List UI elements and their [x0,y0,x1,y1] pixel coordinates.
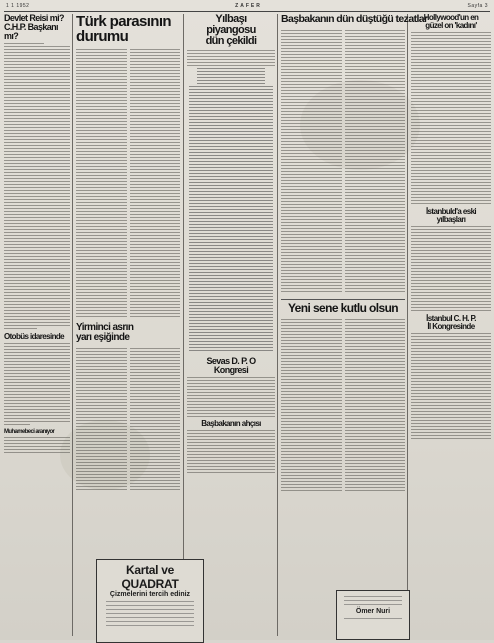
headline-guzel-kadin: güzel on 'kadını' [425,21,477,30]
headline-yari-esiginde: yarı eşiğinde [76,332,130,343]
ad-title: Kartal ve QUADRAT [121,563,179,591]
small-ad-name: Ömer Nuri [355,608,391,615]
headline-yeni-sene: Yeni sene kutlu olsun [287,300,399,315]
article-text [4,43,70,329]
headline-istanbul-chp: İstanbul C. H. P. [426,314,476,323]
headline-il-kongresinde: İl Kongresinde [427,322,475,331]
article-text [187,50,275,66]
headline-istanbulda-eski: İstanbuld'a eski [425,207,477,216]
headline-piyangosu: piyangosu [206,24,256,36]
ad-subtitle: Çizmelerini tercih ediniz [109,591,191,598]
column-divider [277,14,278,636]
column-1 [4,14,70,636]
article-text [345,30,406,294]
article-text [130,348,181,492]
article-text [4,343,70,425]
headline-yilbaslari: yılbaşları [436,215,466,224]
column-3 [187,14,275,636]
article-text [281,319,342,493]
article-text [411,333,491,439]
article-text [130,49,181,319]
article-text [345,319,406,493]
article-text [76,49,127,319]
headline-basbakanin-ahcisi: Başbakanın ahçısı [201,419,261,428]
headline-muhasebeci: Muhamebeci aranıyor [4,429,55,435]
article-text [76,348,127,492]
column-divider [72,14,73,636]
article-text [411,226,491,311]
article-text [187,430,275,473]
headline-dun-cekildi: dün çekildi [205,35,257,47]
headline-yilbasi: Yılbaşı [215,13,247,25]
column-2 [76,14,180,636]
article-text [281,30,342,294]
headline-turk-parasi: Türk parasının durumu [76,13,171,45]
headline-chp-baskani: C.H.P. Başkanı mı? [4,22,58,41]
headline-yirminci-asrin: Yirminci asrın [76,322,134,333]
headline-basbakanin-tezatlar: Başbakanın dün düştüğü tezatlar [281,13,428,25]
page-number: Sayfa 3 [467,3,488,9]
masthead [6,2,488,10]
masthead-rule [4,11,490,12]
small-ad-box [336,590,410,640]
column-5 [411,14,491,636]
column-divider [183,14,184,636]
article-text [4,437,70,453]
column-divider [407,14,408,636]
headline-kongresi: Kongresi [213,365,249,375]
headline-otobus: Otobüs idaresinde [4,332,65,341]
article-text [411,32,491,204]
issue-date: 1 1 1952 [6,3,30,9]
article-text [187,377,275,417]
lottery-number-list [187,68,275,351]
headline-hollywood: Hollywood'un en [423,13,479,22]
headline-devlet-reisi: Devlet Reisi mi? [4,13,64,23]
headline-sevas-dpo: Sevas D. P. O [206,356,256,366]
column-4 [281,13,428,636]
newspaper-name: ZAFER [235,3,262,9]
